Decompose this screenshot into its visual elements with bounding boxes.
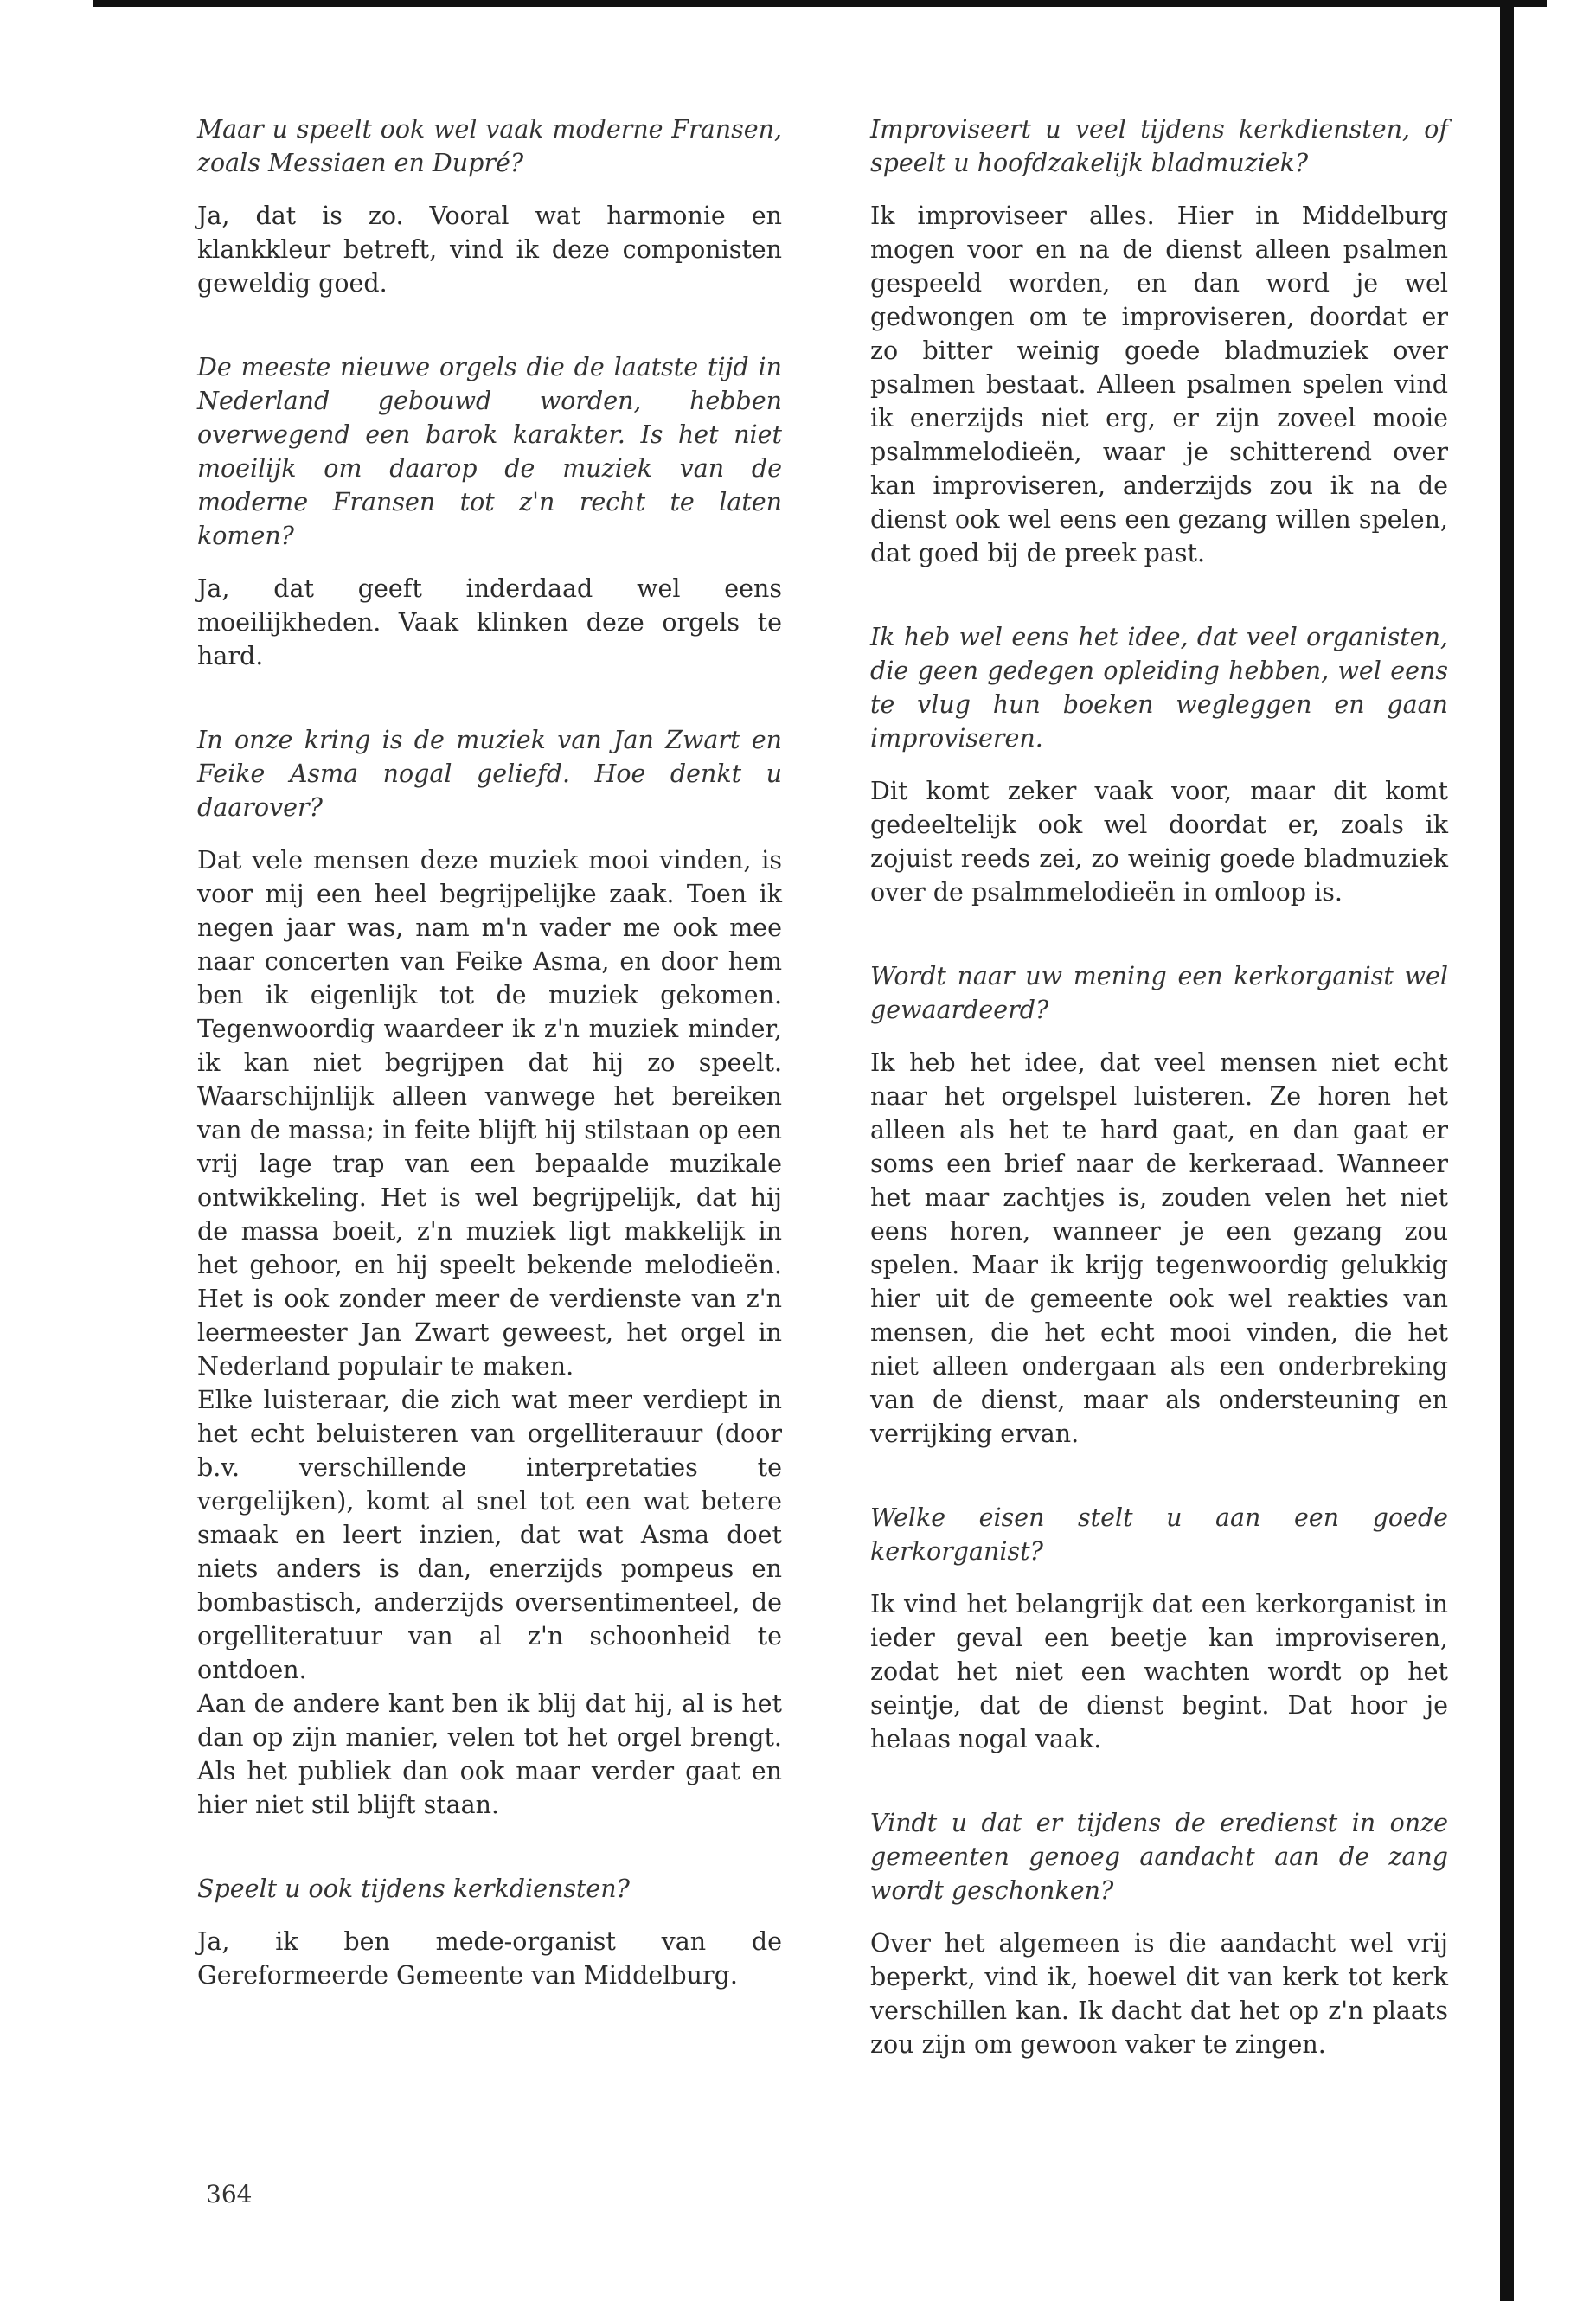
top-rule [93, 0, 1547, 7]
qa-block [870, 1806, 1448, 2061]
page-edge-bar [1500, 7, 1514, 2301]
left-column [197, 112, 782, 1992]
interview-answer: Over het algemeen is die aandacht wel vrij beperkt, vind ik, hoewel dit van kerk tot kerk verschillen kan. Ik dacht dat het op z'n plaats zou zijn om gewoon vaker te zingen. [870, 1929, 1448, 2059]
interview-question: De meeste nieuwe orgels die de laatste tijd in Nederland gebouwd worden, hebben overwegend een barok karakter. Is het niet moeilijk om daarop de muziek van de moderne Fransen tot z'n recht te laten komen? [197, 353, 782, 550]
qa-block [870, 1501, 1448, 1756]
interview-question: Vindt u dat er tijdens de eredienst in onze gemeenten genoeg aandacht aan de zang wordt geschonken? [870, 1809, 1448, 1905]
qa-block [197, 112, 782, 300]
interview-answer: Dit komt zeker vaak voor, maar dit komt gedeeltelijk ook wel doordat er, zoals ik zojuist reeds zei, zo weinig goede bladmuziek over de psalmmelodieën in omloop is. [870, 777, 1448, 907]
interview-answer: Elke luisteraar, die zich wat meer verdiept in het echt beluisteren van orgelliterauur (door b.v. verschillende interpretaties te vergelijken), komt al snel tot een wat betere smaak en leert inzien, dat wat Asma doet niets anders is dan, enerzijds pompeus en bombastisch, anderzijds oversentimenteel, de orgelliteratuur van al z'n schoonheid te ontdoen. [197, 1386, 782, 1684]
right-column [870, 112, 1448, 2061]
interview-answer: Dat vele mensen deze muziek mooi vinden, is voor mij een heel begrijpelijke zaak. Toen ik negen jaar was, nam m'n vader me ook mee naar concerten van Feike Asma, en door hem ben ik eigenlijk tot de muziek gekomen. Tegenwoordig waardeer ik z'n muziek minder, ik kan niet begrijpen dat hij zo speelt. Waarschijnlijk alleen vanwege het bereiken van de massa; in feite blijft hij stilstaan op een vrij lage trap van een bepaalde muzikale ontwikkeling. Het is wel begrijpelijk, dat hij de massa boeit, z'n muziek ligt makkelijk in het gehoor, en hij speelt bekende melodieën. Het is ook zonder meer de verdienste van z'n leermeester Jan Zwart geweest, het orgel in Nederland populair te maken. [197, 846, 782, 1381]
qa-block [870, 620, 1448, 909]
interview-answer: Ik vind het belangrijk dat een kerkorganist in ieder geval een beetje kan improviseren, zodat het niet een wachten wordt op het seintje, dat de dienst begint. Dat hoor je helaas nogal vaak. [870, 1590, 1448, 1753]
interview-answer: Ja, dat geeft inderdaad wel eens moeilijkheden. Vaak klinken deze orgels te hard. [197, 574, 782, 670]
interview-answer: Ja, dat is zo. Vooral wat harmonie en klankkleur betreft, vind ik deze componisten geweldig goed. [197, 202, 782, 298]
qa-block [870, 112, 1448, 570]
interview-answer: Ja, ik ben mede-organist van de Gereformeerde Gemeente van Middelburg. [197, 1927, 782, 1990]
qa-block [870, 959, 1448, 1451]
interview-question: Ik heb wel eens het idee, dat veel organisten, die geen gedegen opleiding hebben, wel eens te vlug hun boeken wegleggen en gaan improviseren. [870, 623, 1448, 753]
qa-block [197, 350, 782, 673]
interview-answer: Aan de andere kant ben ik blij dat hij, al is het dan op zijn manier, velen tot het orgel brengt. Als het publiek dan ook maar verder gaat en hier niet stil blijft staan. [197, 1689, 782, 1819]
interview-question: In onze kring is de muziek van Jan Zwart en Feike Asma nogal geliefd. Hoe denkt u daarover? [197, 726, 782, 822]
interview-question: Wordt naar uw mening een kerkorganist wel gewaardeerd? [870, 962, 1448, 1024]
interview-question: Speelt u ook tijdens kerkdiensten? [197, 1875, 630, 1903]
qa-block [197, 1872, 782, 1992]
interview-question: Welke eisen stelt u aan een goede kerkorganist? [870, 1503, 1448, 1566]
qa-block [197, 723, 782, 1822]
interview-answer: Ik heb het idee, dat veel mensen niet echt naar het orgelspel luisteren. Ze horen het alleen als het te hard gaat, en dan gaat er soms een brief naar de kerkeraad. Wanneer het maar zachtjes is, zouden velen het niet eens horen, wanneer je een gezang zou spelen. Maar ik krijg tegenwoordig gelukkig hier uit de gemeente ook wel reakties van mensen, die het echt mooi vinden, die het niet alleen ondergaan als een onderbreking van de dienst, maar als ondersteuning en verrijking ervan. [870, 1048, 1448, 1448]
interview-question: Maar u speelt ook wel vaak moderne Fransen, zoals Messiaen en Dupré? [197, 115, 782, 177]
interview-answer: Ik improviseer alles. Hier in Middelburg mogen voor en na de dienst alleen psalmen gespeeld worden, en dan word je wel gedwongen om te improviseren, doordat er zo bitter weinig goede bladmuziek over psalmen bestaat. Alleen psalmen spelen vind ik enerzijds niet erg, er zijn zoveel mooie psalmmelodieën, waar je schitterend over kan improviseren, anderzijds zou ik na de dienst ook wel eens een gezang willen spelen, dat goed bij de preek past. [870, 202, 1448, 567]
page-number: 364 [206, 2180, 253, 2208]
interview-question: Improviseert u veel tijdens kerkdiensten, of speelt u hoofdzakelijk bladmuziek? [870, 115, 1448, 177]
